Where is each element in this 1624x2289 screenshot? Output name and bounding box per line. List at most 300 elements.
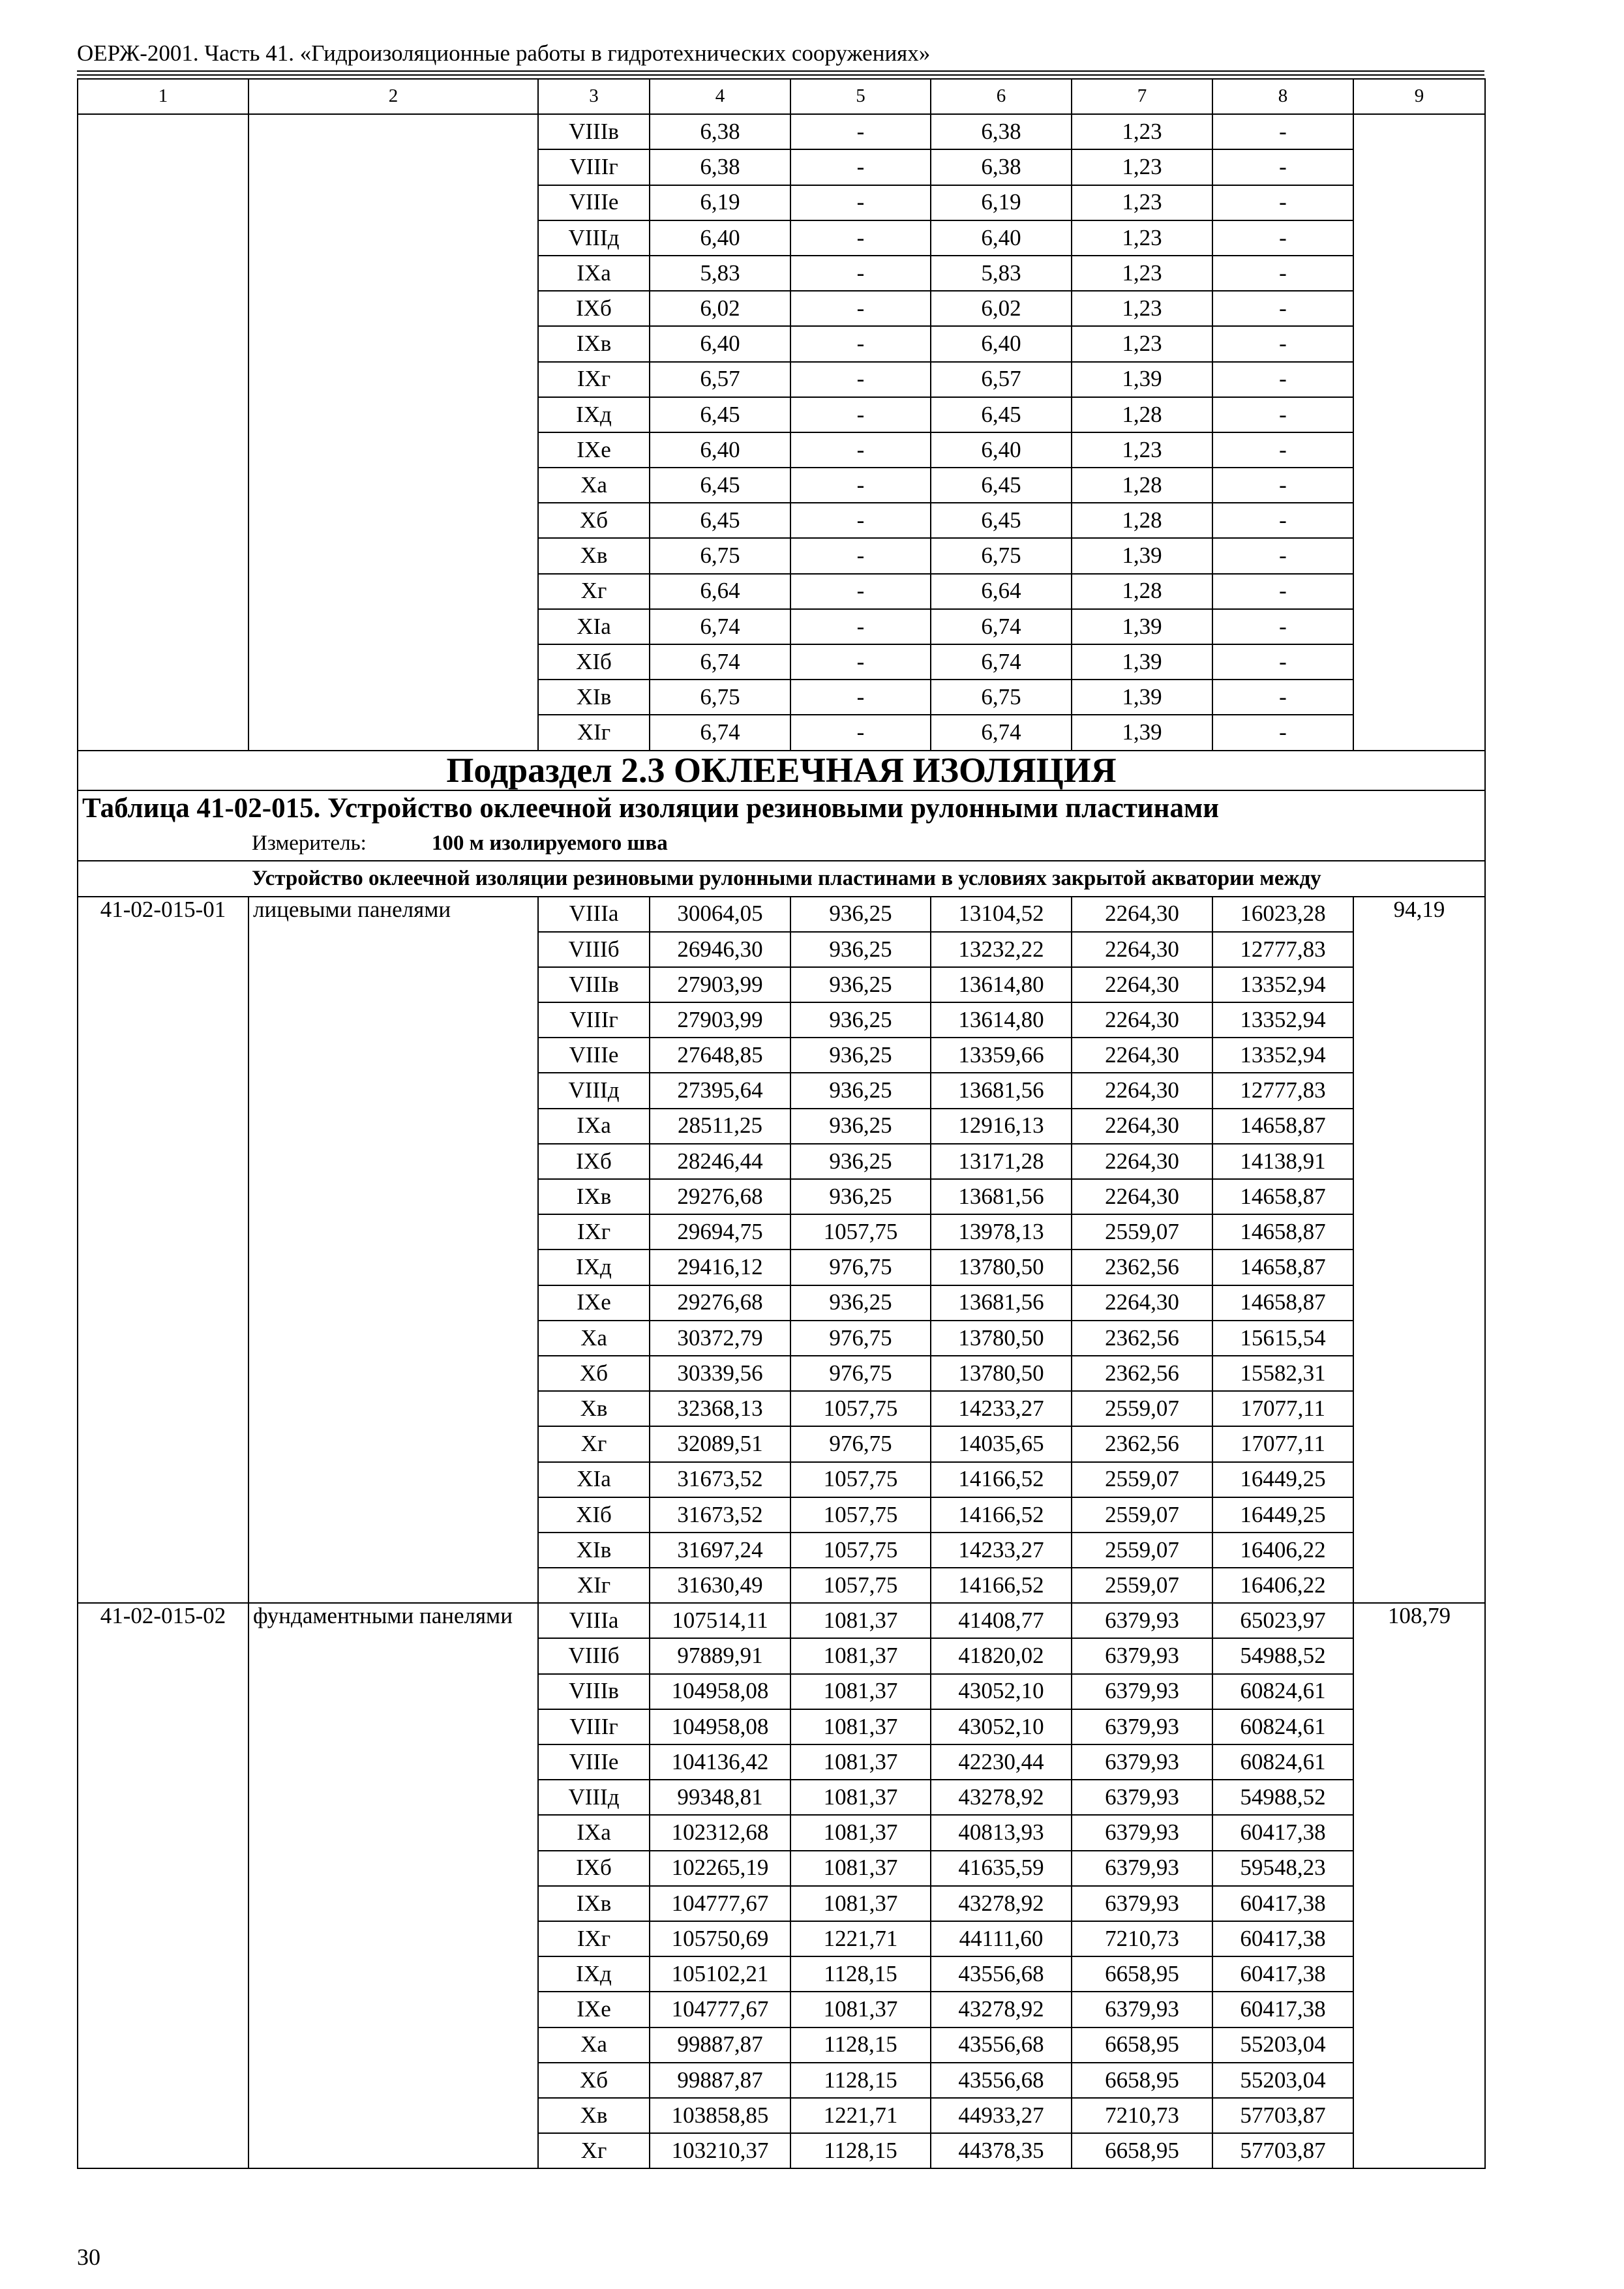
wages-cell: - (790, 538, 931, 573)
materials-cell: 55203,04 (1212, 2063, 1353, 2098)
machines-cell: 6,40 (931, 432, 1072, 468)
machines-cell: 14166,52 (931, 1497, 1072, 1533)
materials-cell: 60417,38 (1212, 1956, 1353, 1992)
machinist-wages-cell: 1,23 (1072, 291, 1212, 326)
wages-cell: 1057,75 (790, 1568, 931, 1603)
direct-cost-cell: 102312,68 (650, 1815, 790, 1850)
machinist-wages-cell: 7210,73 (1072, 1921, 1212, 1956)
zone-cell: IXе (538, 432, 650, 468)
machines-cell: 6,75 (931, 680, 1072, 715)
machines-cell: 13681,56 (931, 1179, 1072, 1214)
materials-cell: 13352,94 (1212, 1038, 1353, 1073)
zone-cell: VIIIг (538, 1002, 650, 1038)
wages-cell: - (790, 185, 931, 220)
wages-cell: 1057,75 (790, 1497, 931, 1533)
machines-cell: 6,19 (931, 185, 1072, 220)
machinist-wages-cell: 1,28 (1072, 503, 1212, 538)
direct-cost-cell: 105102,21 (650, 1956, 790, 1992)
machinist-wages-cell: 1,23 (1072, 326, 1212, 361)
machinist-wages-cell: 2559,07 (1072, 1533, 1212, 1568)
machines-cell: 14233,27 (931, 1533, 1072, 1568)
wages-cell: 936,25 (790, 897, 931, 932)
zone-cell: Xв (538, 538, 650, 573)
machinist-wages-cell: 2264,30 (1072, 1285, 1212, 1321)
direct-cost-cell: 28246,44 (650, 1144, 790, 1179)
machines-cell: 14035,65 (931, 1426, 1072, 1461)
zone-cell: IXе (538, 1992, 650, 2027)
machines-cell: 13780,50 (931, 1249, 1072, 1285)
wages-cell: 976,75 (790, 1321, 931, 1356)
header-divider (77, 70, 1484, 72)
zone-cell: IXд (538, 1249, 650, 1285)
machinist-wages-cell: 1,28 (1072, 468, 1212, 503)
machines-cell: 6,40 (931, 220, 1072, 256)
machinist-wages-cell: 2559,07 (1072, 1214, 1212, 1249)
machinist-wages-cell: 1,39 (1072, 644, 1212, 680)
column-number: 1 (78, 79, 248, 114)
zone-cell: IXг (538, 1921, 650, 1956)
wages-cell: 1221,71 (790, 2098, 931, 2133)
table-row (78, 1603, 1485, 1638)
machines-cell: 13359,66 (931, 1038, 1072, 1073)
zone-cell: Xб (538, 2063, 650, 2098)
machinist-wages-cell: 6379,93 (1072, 1603, 1212, 1638)
header-divider (77, 74, 1484, 76)
machines-cell: 6,02 (931, 291, 1072, 326)
subsection-title: Подраздел 2.3 ОКЛЕЕЧНАЯ ИЗОЛЯЦИЯ (78, 751, 1485, 790)
machines-cell: 13614,80 (931, 1002, 1072, 1038)
group-caption: Устройство оклеечной изоляции резиновыми рулонными пластинами в условиях закрытой акватории между (78, 861, 1485, 896)
zone-cell: VIIIб (538, 932, 650, 967)
code-cell: 41-02-015-02 (78, 1603, 248, 2168)
materials-cell: - (1212, 326, 1353, 361)
wages-cell: 1221,71 (790, 1921, 931, 1956)
machines-cell: 14166,52 (931, 1568, 1072, 1603)
zone-cell: VIIIе (538, 1744, 650, 1780)
zone-cell: Xг (538, 574, 650, 609)
machines-cell: 6,45 (931, 468, 1072, 503)
direct-cost-cell: 30372,79 (650, 1321, 790, 1356)
materials-cell: - (1212, 680, 1353, 715)
table-row (78, 897, 1485, 932)
zone-cell: Xа (538, 2027, 650, 2063)
materials-cell: 12777,83 (1212, 1073, 1353, 1108)
code-cell: 41-02-015-01 (78, 897, 248, 1604)
materials-cell: - (1212, 397, 1353, 432)
zone-cell: Xб (538, 503, 650, 538)
zone-cell: VIIIд (538, 220, 650, 256)
materials-cell: 57703,87 (1212, 2133, 1353, 2168)
materials-cell: 14658,87 (1212, 1249, 1353, 1285)
direct-cost-cell: 32368,13 (650, 1391, 790, 1426)
wages-cell: 936,25 (790, 1038, 931, 1073)
materials-cell: - (1212, 149, 1353, 185)
wages-cell: 976,75 (790, 1249, 931, 1285)
machines-cell: 13104,52 (931, 897, 1072, 932)
machinist-wages-cell: 1,23 (1072, 149, 1212, 185)
machines-cell: 43556,68 (931, 2027, 1072, 2063)
wages-cell: 1128,15 (790, 1956, 931, 1992)
zone-cell: IXв (538, 326, 650, 361)
machines-cell: 42230,44 (931, 1744, 1072, 1780)
wages-cell: - (790, 114, 931, 149)
machines-cell: 43278,92 (931, 1992, 1072, 2027)
machinist-wages-cell: 2264,30 (1072, 1002, 1212, 1038)
wages-cell: 1081,37 (790, 1603, 931, 1638)
wages-cell: - (790, 574, 931, 609)
wages-cell: - (790, 644, 931, 680)
wages-cell: 1128,15 (790, 2027, 931, 2063)
direct-cost-cell: 104136,42 (650, 1744, 790, 1780)
direct-cost-cell: 27395,64 (650, 1073, 790, 1108)
materials-cell: - (1212, 291, 1353, 326)
direct-cost-cell: 32089,51 (650, 1426, 790, 1461)
zone-cell: VIIIе (538, 1038, 650, 1073)
materials-cell: 17077,11 (1212, 1426, 1353, 1461)
wages-cell: 1081,37 (790, 1780, 931, 1815)
direct-cost-cell: 26946,30 (650, 932, 790, 967)
materials-cell: - (1212, 468, 1353, 503)
labor-cell: 94,19 (1353, 897, 1485, 1604)
direct-cost-cell: 6,40 (650, 326, 790, 361)
machinist-wages-cell: 2264,30 (1072, 1144, 1212, 1179)
column-number-row (78, 79, 1485, 114)
wages-cell: 1057,75 (790, 1462, 931, 1497)
wages-cell: - (790, 609, 931, 644)
direct-cost-cell: 31630,49 (650, 1568, 790, 1603)
name-cell: фундаментными панелями (248, 1603, 538, 2168)
page-number: 30 (77, 2244, 100, 2270)
machines-cell: 6,74 (931, 609, 1072, 644)
wages-cell: 936,25 (790, 1179, 931, 1214)
wages-cell: 1057,75 (790, 1391, 931, 1426)
column-number: 4 (650, 79, 790, 114)
machinist-wages-cell: 2264,30 (1072, 932, 1212, 967)
materials-cell: - (1212, 644, 1353, 680)
machines-cell: 43052,10 (931, 1674, 1072, 1709)
materials-cell: 59548,23 (1212, 1851, 1353, 1886)
zone-cell: IXд (538, 1956, 650, 1992)
machinist-wages-cell: 2362,56 (1072, 1426, 1212, 1461)
zone-cell: Xа (538, 468, 650, 503)
machines-cell: 6,45 (931, 397, 1072, 432)
direct-cost-cell: 30339,56 (650, 1356, 790, 1391)
direct-cost-cell: 6,57 (650, 362, 790, 397)
direct-cost-cell: 6,75 (650, 680, 790, 715)
direct-cost-cell: 99887,87 (650, 2027, 790, 2063)
machines-cell: 14166,52 (931, 1462, 1072, 1497)
wages-cell: - (790, 468, 931, 503)
materials-cell: 13352,94 (1212, 967, 1353, 1002)
machinist-wages-cell: 2264,30 (1072, 1179, 1212, 1214)
direct-cost-cell: 27903,99 (650, 1002, 790, 1038)
zone-cell: VIIIа (538, 897, 650, 932)
wages-cell: 1081,37 (790, 1709, 931, 1744)
direct-cost-cell: 6,45 (650, 468, 790, 503)
machines-cell: 43556,68 (931, 1956, 1072, 1992)
materials-cell: - (1212, 715, 1353, 750)
machinist-wages-cell: 6379,93 (1072, 1815, 1212, 1850)
measure-value: 100 м изолируемого шва (431, 831, 668, 855)
machinist-wages-cell: 1,28 (1072, 397, 1212, 432)
direct-cost-cell: 105750,69 (650, 1921, 790, 1956)
machinist-wages-cell: 2264,30 (1072, 1038, 1212, 1073)
materials-cell: 14658,87 (1212, 1285, 1353, 1321)
materials-cell: 60824,61 (1212, 1674, 1353, 1709)
materials-cell: 60417,38 (1212, 1992, 1353, 2027)
machines-cell: 6,74 (931, 644, 1072, 680)
machines-cell: 43278,92 (931, 1780, 1072, 1815)
direct-cost-cell: 29276,68 (650, 1179, 790, 1214)
machinist-wages-cell: 6379,93 (1072, 1709, 1212, 1744)
machinist-wages-cell: 2264,30 (1072, 897, 1212, 932)
materials-cell: 16023,28 (1212, 897, 1353, 932)
wages-cell: - (790, 149, 931, 185)
materials-cell: - (1212, 432, 1353, 468)
labor-cell: 108,79 (1353, 1603, 1485, 2168)
wages-cell: 936,25 (790, 1073, 931, 1108)
machines-cell: 44933,27 (931, 2098, 1072, 2133)
wages-cell: 976,75 (790, 1426, 931, 1461)
direct-cost-cell: 5,83 (650, 256, 790, 291)
machines-cell: 13681,56 (931, 1285, 1072, 1321)
column-number: 8 (1212, 79, 1353, 114)
direct-cost-cell: 6,74 (650, 609, 790, 644)
materials-cell: 16406,22 (1212, 1533, 1353, 1568)
direct-cost-cell: 6,38 (650, 114, 790, 149)
machines-cell: 41408,77 (931, 1603, 1072, 1638)
zone-cell: XIа (538, 609, 650, 644)
measure-cell (78, 826, 1485, 861)
direct-cost-cell: 6,38 (650, 149, 790, 185)
materials-cell: - (1212, 503, 1353, 538)
machinist-wages-cell: 6379,93 (1072, 1886, 1212, 1921)
measure-label: Измеритель: (252, 831, 367, 855)
zone-cell: IXг (538, 362, 650, 397)
machinist-wages-cell: 7210,73 (1072, 2098, 1212, 2133)
wages-cell: - (790, 680, 931, 715)
direct-cost-cell: 104958,08 (650, 1709, 790, 1744)
materials-cell: - (1212, 185, 1353, 220)
zone-cell: IXа (538, 256, 650, 291)
machines-cell: 40813,93 (931, 1815, 1072, 1850)
direct-cost-cell: 27903,99 (650, 967, 790, 1002)
machines-cell: 13681,56 (931, 1073, 1072, 1108)
direct-cost-cell: 104958,08 (650, 1674, 790, 1709)
table-row (78, 114, 1485, 149)
direct-cost-cell: 104777,67 (650, 1886, 790, 1921)
zone-cell: VIIIг (538, 149, 650, 185)
machinist-wages-cell: 6379,93 (1072, 1992, 1212, 2027)
wages-cell: - (790, 503, 931, 538)
wages-cell: 1081,37 (790, 1815, 931, 1850)
group-caption-row (78, 861, 1485, 896)
materials-cell: 60417,38 (1212, 1886, 1353, 1921)
machines-cell: 44111,60 (931, 1921, 1072, 1956)
name-cell: лицевыми панелями (248, 897, 538, 1604)
wages-cell: 1081,37 (790, 1886, 931, 1921)
wages-cell: 936,25 (790, 967, 931, 1002)
machines-cell: 41820,02 (931, 1638, 1072, 1673)
machinist-wages-cell: 1,39 (1072, 362, 1212, 397)
wages-cell: 1081,37 (790, 1744, 931, 1780)
machines-cell: 6,75 (931, 538, 1072, 573)
machines-cell: 43556,68 (931, 2063, 1072, 2098)
table-title-row (78, 790, 1485, 826)
zone-cell: IXв (538, 1179, 650, 1214)
direct-cost-cell: 103858,85 (650, 2098, 790, 2133)
name-cell (248, 114, 538, 750)
materials-cell: - (1212, 538, 1353, 573)
machinist-wages-cell: 2559,07 (1072, 1462, 1212, 1497)
zone-cell: XIа (538, 1462, 650, 1497)
direct-cost-cell: 99887,87 (650, 2063, 790, 2098)
materials-cell: 14658,87 (1212, 1179, 1353, 1214)
direct-cost-cell: 28511,25 (650, 1109, 790, 1144)
machinist-wages-cell: 2559,07 (1072, 1497, 1212, 1533)
machines-cell: 6,74 (931, 715, 1072, 750)
zone-cell: Xг (538, 2133, 650, 2168)
machinist-wages-cell: 2362,56 (1072, 1356, 1212, 1391)
materials-cell: 14658,87 (1212, 1214, 1353, 1249)
wages-cell: 936,25 (790, 1144, 931, 1179)
direct-cost-cell: 6,40 (650, 432, 790, 468)
materials-cell: 60824,61 (1212, 1709, 1353, 1744)
column-number: 3 (538, 79, 650, 114)
wages-cell: 1081,37 (790, 1674, 931, 1709)
zone-cell: Xв (538, 1391, 650, 1426)
wages-cell: 936,25 (790, 932, 931, 967)
zone-cell: XIб (538, 1497, 650, 1533)
subsection-row (78, 751, 1485, 790)
materials-cell: 13352,94 (1212, 1002, 1353, 1038)
direct-cost-cell: 6,64 (650, 574, 790, 609)
machines-cell: 13171,28 (931, 1144, 1072, 1179)
machinist-wages-cell: 1,23 (1072, 185, 1212, 220)
direct-cost-cell: 27648,85 (650, 1038, 790, 1073)
zone-cell: IXа (538, 1815, 650, 1850)
materials-cell: 15615,54 (1212, 1321, 1353, 1356)
zone-cell: IXб (538, 1144, 650, 1179)
zone-cell: IXв (538, 1886, 650, 1921)
materials-cell: 14138,91 (1212, 1144, 1353, 1179)
wages-cell: - (790, 397, 931, 432)
machinist-wages-cell: 1,23 (1072, 114, 1212, 149)
wages-cell: 936,25 (790, 1109, 931, 1144)
zone-cell: IXг (538, 1214, 650, 1249)
machines-cell: 44378,35 (931, 2133, 1072, 2168)
machinist-wages-cell: 1,39 (1072, 538, 1212, 573)
zone-cell: VIIIв (538, 1674, 650, 1709)
direct-cost-cell: 31673,52 (650, 1497, 790, 1533)
machines-cell: 6,57 (931, 362, 1072, 397)
machines-cell: 13780,50 (931, 1356, 1072, 1391)
direct-cost-cell: 30064,05 (650, 897, 790, 932)
materials-cell: 16406,22 (1212, 1568, 1353, 1603)
wages-cell: 1128,15 (790, 2133, 931, 2168)
direct-cost-cell: 29694,75 (650, 1214, 790, 1249)
machinist-wages-cell: 6658,95 (1072, 2133, 1212, 2168)
zone-cell: XIг (538, 1568, 650, 1603)
direct-cost-cell: 6,02 (650, 291, 790, 326)
machines-cell: 6,64 (931, 574, 1072, 609)
zone-cell: VIIIв (538, 114, 650, 149)
wages-cell: - (790, 715, 931, 750)
wages-cell: - (790, 432, 931, 468)
direct-cost-cell: 6,45 (650, 397, 790, 432)
column-number: 9 (1353, 79, 1485, 114)
machines-cell: 6,45 (931, 503, 1072, 538)
direct-cost-cell: 6,74 (650, 644, 790, 680)
wages-cell: - (790, 291, 931, 326)
zone-cell: Xв (538, 2098, 650, 2133)
column-number: 5 (790, 79, 931, 114)
price-table (77, 78, 1486, 2169)
machinist-wages-cell: 1,28 (1072, 574, 1212, 609)
wages-cell: 1081,37 (790, 1638, 931, 1673)
zone-cell: VIIIа (538, 1603, 650, 1638)
materials-cell: - (1212, 256, 1353, 291)
direct-cost-cell: 6,45 (650, 503, 790, 538)
direct-cost-cell: 29276,68 (650, 1285, 790, 1321)
page-header-title: ОЕРЖ-2001. Часть 41. «Гидроизоляционные работы в гидротехнических сооружениях» (77, 40, 931, 66)
wages-cell: - (790, 326, 931, 361)
zone-cell: Xг (538, 1426, 650, 1461)
zone-cell: XIв (538, 1533, 650, 1568)
code-cell (78, 114, 248, 750)
machinist-wages-cell: 6379,93 (1072, 1780, 1212, 1815)
materials-cell: - (1212, 114, 1353, 149)
zone-cell: IXб (538, 1851, 650, 1886)
materials-cell: - (1212, 574, 1353, 609)
direct-cost-cell: 97889,91 (650, 1638, 790, 1673)
machines-cell: 5,83 (931, 256, 1072, 291)
wages-cell: - (790, 256, 931, 291)
wages-cell: 936,25 (790, 1285, 931, 1321)
wages-cell: 1128,15 (790, 2063, 931, 2098)
machinist-wages-cell: 2264,30 (1072, 1073, 1212, 1108)
zone-cell: VIIIд (538, 1073, 650, 1108)
materials-cell: - (1212, 609, 1353, 644)
machinist-wages-cell: 2362,56 (1072, 1249, 1212, 1285)
machinist-wages-cell: 2559,07 (1072, 1391, 1212, 1426)
direct-cost-cell: 29416,12 (650, 1249, 790, 1285)
machines-cell: 43052,10 (931, 1709, 1072, 1744)
zone-cell: IXа (538, 1109, 650, 1144)
materials-cell: 15582,31 (1212, 1356, 1353, 1391)
machines-cell: 43278,92 (931, 1886, 1072, 1921)
machinist-wages-cell: 6658,95 (1072, 2063, 1212, 2098)
zone-cell: VIIIд (538, 1780, 650, 1815)
machinist-wages-cell: 2264,30 (1072, 1109, 1212, 1144)
machines-cell: 13232,22 (931, 932, 1072, 967)
machinist-wages-cell: 6379,93 (1072, 1851, 1212, 1886)
zone-cell: VIIIв (538, 967, 650, 1002)
materials-cell: 12777,83 (1212, 932, 1353, 967)
measure-row (78, 826, 1485, 861)
materials-cell: 14658,87 (1212, 1109, 1353, 1144)
zone-cell: VIIIе (538, 185, 650, 220)
wages-cell: 1057,75 (790, 1214, 931, 1249)
materials-cell: - (1212, 362, 1353, 397)
direct-cost-cell: 103210,37 (650, 2133, 790, 2168)
machinist-wages-cell: 1,23 (1072, 256, 1212, 291)
machines-cell: 6,38 (931, 114, 1072, 149)
machinist-wages-cell: 6379,93 (1072, 1744, 1212, 1780)
materials-cell: 65023,97 (1212, 1603, 1353, 1638)
machinist-wages-cell: 1,23 (1072, 220, 1212, 256)
zone-cell: XIг (538, 715, 650, 750)
